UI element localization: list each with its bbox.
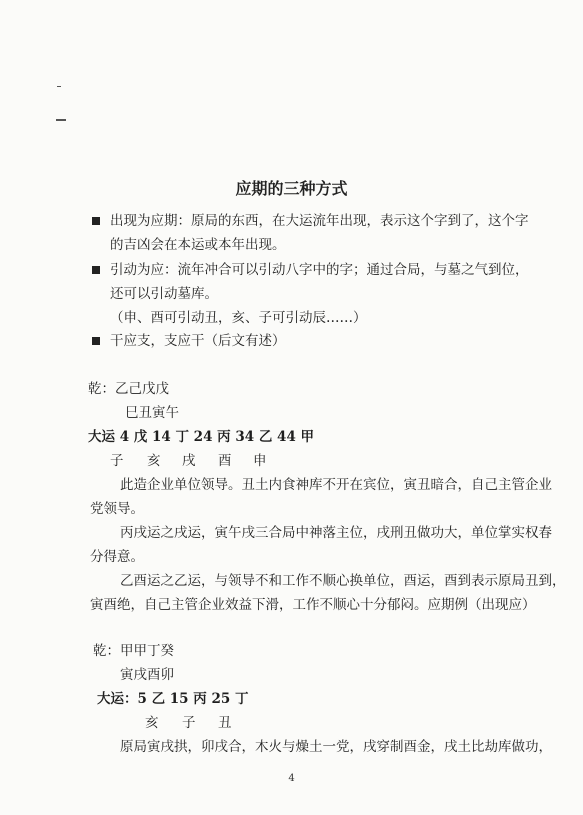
- case2-dayun: 大运：5 乙 15 丙 25 丁: [97, 691, 249, 707]
- case2-paragraph: 原局寅戌拱，卯戌合，木火与燥土一党，戌穿制酉金，戌土比劫库做功，: [120, 739, 552, 755]
- case2-branches: 寅戌酉卯: [120, 667, 174, 683]
- case2-dayun-branch: 亥: [145, 715, 159, 731]
- case1-dayun-branch: 亥: [147, 453, 161, 469]
- case1-dayun-branch: 申: [253, 453, 267, 469]
- case1-dayun-branch: 酉: [218, 453, 232, 469]
- case1-dayun-branch: 子: [110, 453, 124, 469]
- case1-paragraph-2-line-1: 丙戌运之戌运，寅午戌三合局中神落主位，戌刑丑做功大，单位掌实权春: [120, 525, 552, 541]
- case1-paragraph-1-line-1: 此造企业单位领导。丑土内食神库不开在宾位，寅丑暗合，自己主管企业: [120, 477, 552, 493]
- case1-paragraph-3-line-1: 乙酉运之乙运，与领导不和工作不顺心换单位，酉运，酉到表示原局丑到，: [120, 573, 566, 589]
- case2-dayun-branch: 子: [182, 715, 196, 731]
- bullet-1-line-1: 出现为应期：原局的东西，在大运流年出现，表示这个字到了，这个字: [110, 213, 529, 229]
- scan-mark: [56, 119, 66, 121]
- case1-dayun-branch: 戌: [182, 453, 196, 469]
- case1-label: 乾：乙己戊戊: [88, 381, 169, 397]
- bullet-2-line-1: 引动为应：流年冲合可以引动八字中的字；通过合局，与墓之气到位，: [110, 262, 529, 278]
- bullet-2-line-2: 还可以引动墓库。: [110, 286, 218, 302]
- bullet-square-icon: [92, 266, 100, 274]
- bullet-3-line-1: 干应支，支应干（后文有述）: [110, 333, 286, 349]
- bullet-square-icon: [92, 217, 100, 225]
- scan-mark: [57, 86, 61, 87]
- case1-paragraph-2-line-2: 分得意。: [90, 549, 144, 565]
- page-title: 应期的三种方式: [235, 179, 348, 198]
- case1-paragraph-1-line-2: 党领导。: [90, 501, 144, 517]
- bullet-1-line-2: 的吉凶会在本运或本年出现。: [110, 237, 286, 253]
- case1-dayun: 大运 4 戊 14 丁 24 丙 34 乙 44 甲: [88, 429, 315, 445]
- case1-paragraph-3-line-2: 寅酉绝，自己主管企业效益下滑，工作不顺心十分郁闷。应期例（出现应）: [90, 597, 536, 613]
- case1-branches: 巳丑寅午: [125, 405, 179, 421]
- bullet-square-icon: [92, 337, 100, 345]
- case2-dayun-branch: 丑: [218, 715, 232, 731]
- bullet-2-note: （申、酉可引动丑，亥、子可引动辰……）: [110, 310, 367, 326]
- page-number: 4: [288, 773, 295, 784]
- case2-label: 乾：甲甲丁癸: [93, 643, 174, 659]
